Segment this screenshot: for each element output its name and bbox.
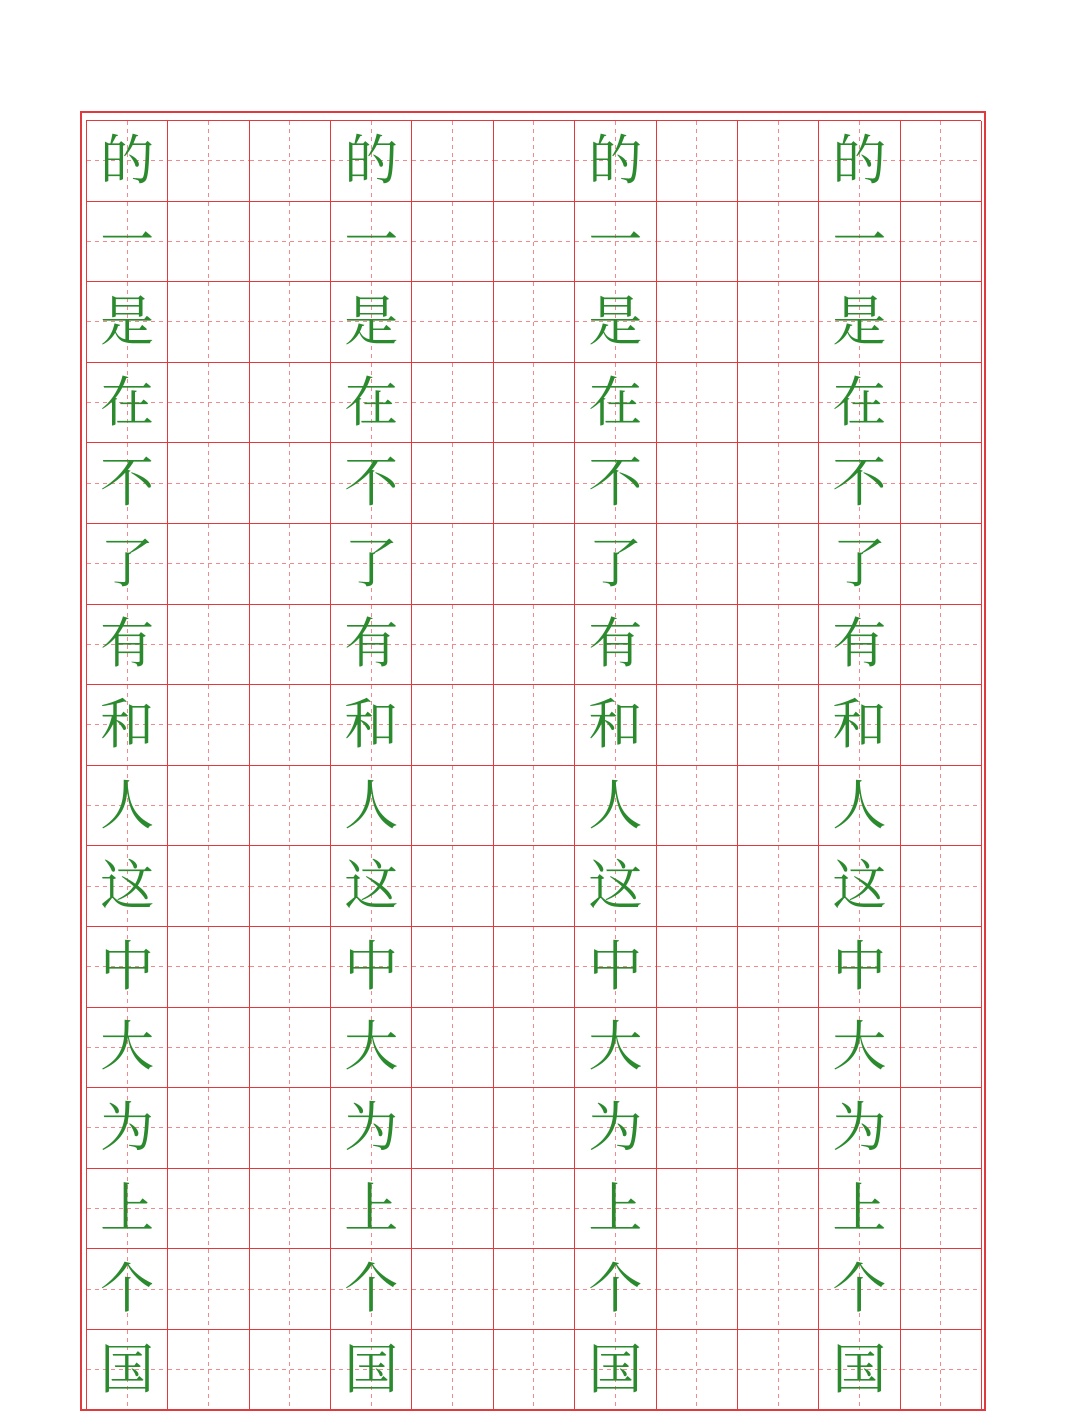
blank-practice-cell [494, 524, 575, 605]
example-character: 人 [588, 773, 643, 837]
grid-cell [87, 282, 168, 363]
grid-cell [331, 363, 412, 444]
example-character: 了 [344, 531, 399, 595]
blank-practice-cell [494, 121, 575, 202]
grid-cell [819, 1169, 900, 1250]
grid-cell [331, 1169, 412, 1250]
blank-practice-cell [901, 524, 982, 605]
grid-cell [331, 282, 412, 363]
blank-practice-cell [494, 1330, 575, 1411]
grid-cell [87, 121, 168, 202]
blank-practice-cell [412, 605, 493, 686]
example-character: 不 [344, 451, 399, 515]
grid-cell [87, 1088, 168, 1169]
grid-cell [575, 1008, 656, 1089]
grid-cell [819, 202, 900, 283]
example-character: 这 [344, 854, 399, 918]
example-character: 了 [832, 531, 887, 595]
blank-practice-cell [494, 443, 575, 524]
blank-practice-cell [901, 282, 982, 363]
blank-practice-cell [250, 121, 331, 202]
example-character: 中 [588, 934, 643, 998]
example-character: 人 [832, 773, 887, 837]
grid-cell [819, 685, 900, 766]
blank-practice-cell [168, 1169, 249, 1250]
example-character: 中 [100, 934, 155, 998]
blank-practice-cell [738, 202, 819, 283]
blank-practice-cell [657, 121, 738, 202]
blank-practice-cell [250, 1169, 331, 1250]
example-character: 一 [344, 209, 399, 273]
example-character: 不 [588, 451, 643, 515]
blank-practice-cell [657, 1008, 738, 1089]
example-character: 上 [588, 1176, 643, 1240]
example-character: 国 [588, 1337, 643, 1401]
grid-cell [819, 1330, 900, 1411]
blank-practice-cell [168, 1330, 249, 1411]
example-character: 是 [344, 289, 399, 353]
example-character: 是 [100, 289, 155, 353]
grid-cell [87, 443, 168, 524]
grid-cell [575, 846, 656, 927]
blank-practice-cell [250, 685, 331, 766]
blank-practice-cell [657, 1088, 738, 1169]
grid-cell [575, 202, 656, 283]
blank-practice-cell [412, 1249, 493, 1330]
example-character: 上 [832, 1176, 887, 1240]
blank-practice-cell [738, 1330, 819, 1411]
example-character: 这 [588, 854, 643, 918]
example-character: 为 [100, 1095, 155, 1159]
example-character: 在 [344, 370, 399, 434]
example-character: 上 [344, 1176, 399, 1240]
example-character: 和 [344, 692, 399, 756]
example-character: 和 [588, 692, 643, 756]
grid-cell [87, 605, 168, 686]
blank-practice-cell [738, 282, 819, 363]
example-character: 中 [832, 934, 887, 998]
grid-cell [331, 524, 412, 605]
blank-practice-cell [494, 605, 575, 686]
grid-cell [819, 846, 900, 927]
example-character: 大 [344, 1015, 399, 1079]
blank-practice-cell [250, 202, 331, 283]
example-character: 的 [100, 128, 155, 192]
grid-cell [331, 766, 412, 847]
blank-practice-cell [412, 685, 493, 766]
example-character: 上 [100, 1176, 155, 1240]
grid-cell [575, 685, 656, 766]
grid-cell [87, 202, 168, 283]
blank-practice-cell [901, 605, 982, 686]
blank-practice-cell [657, 1330, 738, 1411]
blank-practice-cell [250, 363, 331, 444]
example-character: 不 [832, 451, 887, 515]
blank-practice-cell [168, 685, 249, 766]
grid-cell [575, 927, 656, 1008]
example-character: 大 [588, 1015, 643, 1079]
blank-practice-cell [168, 605, 249, 686]
blank-practice-cell [494, 1169, 575, 1250]
blank-practice-cell [657, 605, 738, 686]
blank-practice-cell [412, 282, 493, 363]
example-character: 为 [832, 1095, 887, 1159]
example-character: 大 [100, 1015, 155, 1079]
blank-practice-cell [657, 443, 738, 524]
grid-cell [331, 202, 412, 283]
blank-practice-cell [494, 1088, 575, 1169]
blank-practice-cell [901, 1330, 982, 1411]
grid-cell [819, 1249, 900, 1330]
blank-practice-cell [168, 282, 249, 363]
blank-practice-cell [250, 1088, 331, 1169]
blank-practice-cell [901, 121, 982, 202]
example-character: 和 [100, 692, 155, 756]
example-character: 这 [100, 854, 155, 918]
blank-practice-cell [657, 846, 738, 927]
blank-practice-cell [738, 524, 819, 605]
blank-practice-cell [168, 766, 249, 847]
grid-cell [87, 766, 168, 847]
blank-practice-cell [250, 766, 331, 847]
grid-cell [87, 1330, 168, 1411]
blank-practice-cell [738, 443, 819, 524]
blank-practice-cell [657, 202, 738, 283]
grid-cell [819, 1088, 900, 1169]
example-character: 个 [344, 1257, 399, 1321]
example-character: 国 [344, 1337, 399, 1401]
blank-practice-cell [901, 1169, 982, 1250]
blank-practice-cell [738, 363, 819, 444]
example-character: 个 [832, 1257, 887, 1321]
grid-cell [819, 605, 900, 686]
blank-practice-cell [494, 846, 575, 927]
blank-practice-cell [901, 1249, 982, 1330]
blank-practice-cell [412, 927, 493, 1008]
example-character: 在 [100, 370, 155, 434]
grid-cell [575, 1088, 656, 1169]
blank-practice-cell [168, 202, 249, 283]
grid-cell [87, 685, 168, 766]
example-character: 有 [588, 612, 643, 676]
example-character: 在 [588, 370, 643, 434]
grid-cell [331, 1008, 412, 1089]
example-character: 这 [832, 854, 887, 918]
blank-practice-cell [168, 121, 249, 202]
grid-cell [87, 927, 168, 1008]
example-character: 为 [588, 1095, 643, 1159]
blank-practice-cell [901, 202, 982, 283]
grid-cell [819, 927, 900, 1008]
grid-cell [331, 121, 412, 202]
blank-practice-cell [657, 927, 738, 1008]
blank-practice-cell [250, 1330, 331, 1411]
blank-practice-cell [738, 846, 819, 927]
grid-cell [819, 766, 900, 847]
tianzige-grid [86, 120, 981, 1410]
example-character: 是 [832, 289, 887, 353]
blank-practice-cell [494, 1249, 575, 1330]
blank-practice-cell [250, 524, 331, 605]
grid-cell [575, 1330, 656, 1411]
grid-cell [87, 1008, 168, 1089]
grid-cell [87, 363, 168, 444]
blank-practice-cell [168, 363, 249, 444]
example-character: 了 [588, 531, 643, 595]
grid-cell [819, 1008, 900, 1089]
blank-practice-cell [738, 766, 819, 847]
blank-practice-cell [657, 685, 738, 766]
blank-practice-cell [168, 927, 249, 1008]
example-character: 不 [100, 451, 155, 515]
grid-cell [575, 363, 656, 444]
grid-cell [575, 282, 656, 363]
blank-practice-cell [412, 524, 493, 605]
example-character: 的 [344, 128, 399, 192]
example-character: 国 [100, 1337, 155, 1401]
grid-cell [575, 443, 656, 524]
blank-practice-cell [168, 1088, 249, 1169]
blank-practice-cell [168, 524, 249, 605]
example-character: 一 [832, 209, 887, 273]
blank-practice-cell [250, 605, 331, 686]
blank-practice-cell [738, 1169, 819, 1250]
blank-practice-cell [494, 1008, 575, 1089]
blank-practice-cell [738, 1008, 819, 1089]
blank-practice-cell [738, 605, 819, 686]
blank-practice-cell [168, 1249, 249, 1330]
example-character: 人 [344, 773, 399, 837]
blank-practice-cell [901, 443, 982, 524]
blank-practice-cell [494, 202, 575, 283]
example-character: 有 [344, 612, 399, 676]
blank-practice-cell [250, 1249, 331, 1330]
grid-cell [87, 1249, 168, 1330]
blank-practice-cell [901, 1008, 982, 1089]
example-character: 大 [832, 1015, 887, 1079]
blank-practice-cell [250, 443, 331, 524]
example-character: 有 [100, 612, 155, 676]
blank-practice-cell [412, 1169, 493, 1250]
grid-cell [819, 121, 900, 202]
grid-cell [575, 605, 656, 686]
blank-practice-cell [901, 363, 982, 444]
blank-practice-cell [168, 443, 249, 524]
blank-practice-cell [412, 766, 493, 847]
example-character: 是 [588, 289, 643, 353]
blank-practice-cell [250, 1008, 331, 1089]
blank-practice-cell [901, 927, 982, 1008]
blank-practice-cell [738, 685, 819, 766]
grid-cell [331, 1330, 412, 1411]
blank-practice-cell [168, 1008, 249, 1089]
grid-cell [819, 524, 900, 605]
example-character: 为 [344, 1095, 399, 1159]
blank-practice-cell [738, 1088, 819, 1169]
blank-practice-cell [738, 121, 819, 202]
grid-cell [819, 282, 900, 363]
grid-cell [575, 1249, 656, 1330]
blank-practice-cell [168, 846, 249, 927]
grid-cell [819, 363, 900, 444]
grid-cell [331, 1249, 412, 1330]
blank-practice-cell [657, 524, 738, 605]
blank-practice-cell [412, 1088, 493, 1169]
grid-cell [331, 927, 412, 1008]
grid-cell [331, 846, 412, 927]
blank-practice-cell [412, 1330, 493, 1411]
blank-practice-cell [412, 443, 493, 524]
grid-cell [87, 846, 168, 927]
grid-cell [331, 1088, 412, 1169]
blank-practice-cell [901, 846, 982, 927]
blank-practice-cell [738, 1249, 819, 1330]
blank-practice-cell [494, 685, 575, 766]
blank-practice-cell [657, 1249, 738, 1330]
blank-practice-cell [494, 282, 575, 363]
blank-practice-cell [412, 202, 493, 283]
blank-practice-cell [494, 363, 575, 444]
example-character: 的 [588, 128, 643, 192]
example-character: 和 [832, 692, 887, 756]
grid-cell [331, 443, 412, 524]
example-character: 一 [588, 209, 643, 273]
blank-practice-cell [901, 1088, 982, 1169]
example-character: 个 [588, 1257, 643, 1321]
example-character: 人 [100, 773, 155, 837]
blank-practice-cell [412, 363, 493, 444]
blank-practice-cell [657, 282, 738, 363]
example-character: 中 [344, 934, 399, 998]
example-character: 个 [100, 1257, 155, 1321]
grid-cell [331, 685, 412, 766]
grid-cell [819, 443, 900, 524]
blank-practice-cell [494, 927, 575, 1008]
grid-cell [87, 524, 168, 605]
example-character: 在 [832, 370, 887, 434]
blank-practice-cell [412, 121, 493, 202]
blank-practice-cell [738, 927, 819, 1008]
grid-cell [87, 1169, 168, 1250]
grid-cell [331, 605, 412, 686]
example-character: 一 [100, 209, 155, 273]
blank-practice-cell [494, 766, 575, 847]
blank-practice-cell [901, 766, 982, 847]
practice-sheet [80, 111, 986, 1411]
grid-cell [575, 766, 656, 847]
blank-practice-cell [250, 846, 331, 927]
blank-practice-cell [657, 1169, 738, 1250]
example-character: 的 [832, 128, 887, 192]
grid-cell [575, 121, 656, 202]
blank-practice-cell [657, 766, 738, 847]
example-character: 有 [832, 612, 887, 676]
blank-practice-cell [412, 1008, 493, 1089]
example-character: 国 [832, 1337, 887, 1401]
grid-cell [575, 524, 656, 605]
blank-practice-cell [250, 282, 331, 363]
blank-practice-cell [250, 927, 331, 1008]
example-character: 了 [100, 531, 155, 595]
grid-cell [575, 1169, 656, 1250]
blank-practice-cell [901, 685, 982, 766]
blank-practice-cell [412, 846, 493, 927]
blank-practice-cell [657, 363, 738, 444]
